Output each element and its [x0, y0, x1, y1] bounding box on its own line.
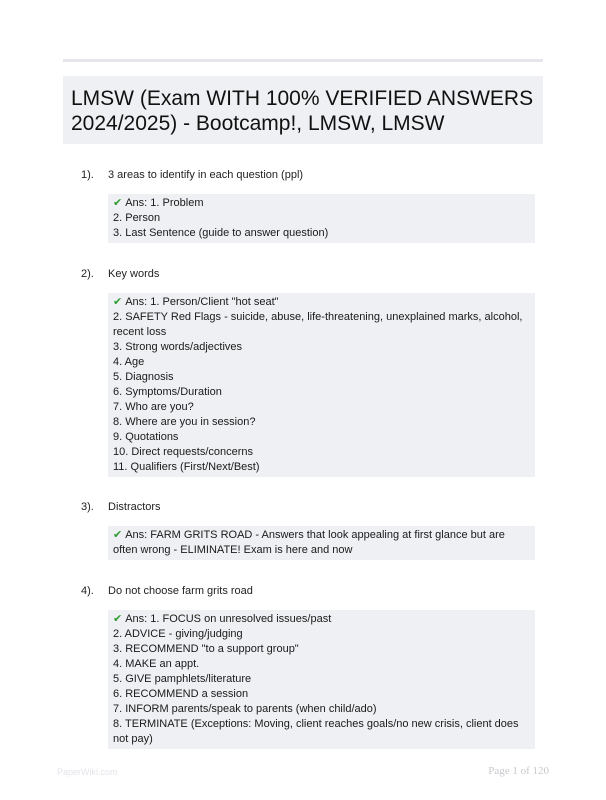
answer-line: 2. ADVICE - giving/judging	[113, 628, 243, 640]
answer-line: 7. Who are you?	[113, 401, 194, 413]
question-text: Do not choose farm grits road	[108, 585, 253, 597]
answer-line: 3. Last Sentence (guide to answer question)	[113, 227, 329, 239]
question-text: Key words	[108, 268, 160, 280]
answer-line: 11. Qualifiers (First/Next/Best)	[113, 461, 260, 473]
answer-line: 2. SAFETY Red Flags - suicide, abuse, life-threatening, unexplained marks, alcohol, recent loss	[113, 311, 523, 338]
answer-box	[108, 293, 535, 477]
answer-line: 2. Person	[113, 212, 161, 224]
question-number: 3).	[81, 501, 94, 513]
title-banner	[63, 76, 543, 144]
answer-line: Ans: 1. Problem	[125, 197, 204, 209]
answer-line: Ans: FARM GRITS ROAD - Answers that look appealing at first glance but are often wrong - ELIMINATE! Exam is here and now	[113, 529, 505, 556]
answer-line: Ans: 1. Person/Client "hot seat"	[125, 296, 279, 308]
answer-line: 6. Symptoms/Duration	[113, 386, 222, 398]
answer-line: Ans: 1. FOCUS on unresolved issues/past	[125, 613, 332, 625]
answer-line: 7. INFORM parents/speak to parents (when child/ado)	[113, 703, 377, 715]
check-icon: ✔	[113, 296, 123, 308]
answer-line: 5. Diagnosis	[113, 371, 174, 383]
answer-box	[108, 610, 535, 749]
answer-line: 4. MAKE an appt.	[113, 658, 200, 670]
answer-line: 3. Strong words/adjectives	[113, 341, 243, 353]
question-text: Distractors	[108, 501, 161, 513]
question-number: 4).	[81, 585, 94, 597]
answer-line: 4. Age	[113, 356, 145, 368]
check-icon: ✔	[113, 613, 123, 625]
answer-line: 5. GIVE pamphlets/literature	[113, 673, 252, 685]
page-indicator: Page 1 of 120	[488, 765, 549, 777]
page-title: LMSW (Exam WITH 100% VERIFIED ANSWERS 2024/2025) - Bootcamp!, LMSW, LMSW	[71, 87, 534, 135]
answer-box	[108, 194, 535, 243]
question-number: 2).	[81, 268, 94, 280]
answer-line: 9. Quotations	[113, 431, 179, 443]
watermark-text: PaperWiki.com	[57, 767, 118, 777]
top-divider	[63, 59, 543, 62]
answer-line: 10. Direct requests/concerns	[113, 446, 254, 458]
answer-box	[108, 526, 535, 560]
answer-line: 8. Where are you in session?	[113, 416, 256, 428]
answer-line: 8. TERMINATE (Exceptions: Moving, client reaches goals/no new crisis, client does not pay)	[113, 718, 519, 745]
answer-line: 6. RECOMMEND a session	[113, 688, 249, 700]
check-icon: ✔	[113, 197, 123, 209]
check-icon: ✔	[113, 529, 123, 541]
question-text: 3 areas to identify in each question (ppl)	[108, 169, 304, 181]
answer-line: 3. RECOMMEND "to a support group"	[113, 643, 299, 655]
question-number: 1).	[81, 169, 94, 181]
